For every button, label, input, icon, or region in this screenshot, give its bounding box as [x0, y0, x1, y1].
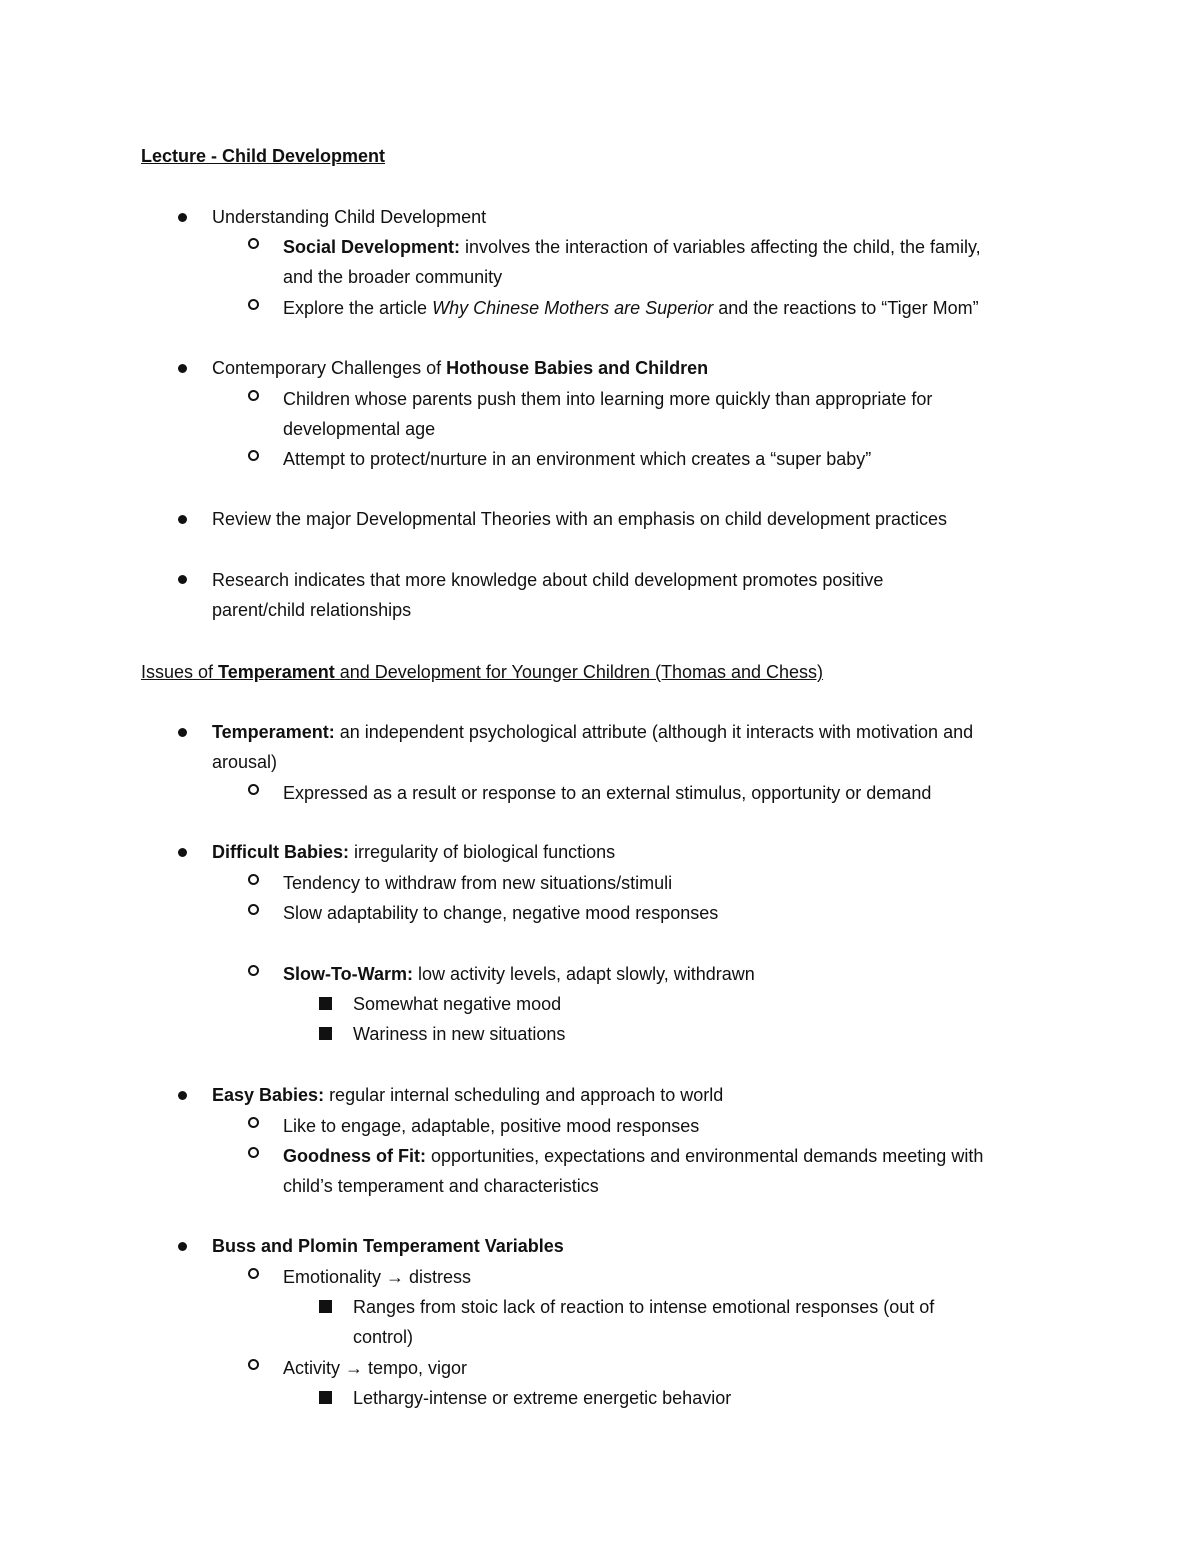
bullet-square	[319, 1300, 332, 1313]
list-item-continuation: arousal)	[212, 752, 278, 772]
list-item: Difficult Babies: irregularity of biological functions	[212, 842, 616, 862]
bullet-dot	[178, 728, 187, 737]
bullet-dot	[178, 364, 187, 373]
list-item: Expressed as a result or response to an external stimulus, opportunity or demand	[283, 783, 932, 803]
list-item: Research indicates that more knowledge about child development promotes positive	[212, 570, 884, 590]
list-item-continuation: parent/child relationships	[212, 600, 412, 620]
list-item: Emotionality → distress	[283, 1267, 472, 1287]
list-item: Temperament: an independent psychological attribute (although it interacts with motivation and	[212, 722, 974, 742]
list-item-continuation: and the broader community	[283, 267, 503, 287]
bullet-square	[319, 997, 332, 1010]
bullet-circle	[248, 1147, 259, 1158]
bullet-circle	[248, 238, 259, 249]
list-item-continuation: developmental age	[283, 419, 436, 439]
bullet-circle	[248, 299, 259, 310]
list-item: Ranges from stoic lack of reaction to intense emotional responses (out of	[353, 1297, 935, 1317]
bullet-circle	[248, 390, 259, 401]
bullet-dot	[178, 575, 187, 584]
bullet-circle	[248, 1268, 259, 1279]
list-item: Somewhat negative mood	[353, 994, 562, 1014]
list-item: Easy Babies: regular internal scheduling and approach to world	[212, 1085, 724, 1105]
bullet-square	[319, 1391, 332, 1404]
list-item: Goodness of Fit: opportunities, expectations and environmental demands meeting with	[283, 1146, 984, 1166]
bullet-circle	[248, 904, 259, 915]
list-item: Tendency to withdraw from new situations/stimuli	[283, 873, 673, 893]
bullet-circle	[248, 1117, 259, 1128]
list-item: Review the major Developmental Theories with an emphasis on child development practices	[212, 509, 948, 529]
list-item: Lethargy-intense or extreme energetic behavior	[353, 1388, 732, 1408]
page-title: Lecture - Child Development	[141, 146, 386, 166]
bullet-circle	[248, 965, 259, 976]
list-item: Contemporary Challenges of Hothouse Babies and Children	[212, 358, 709, 378]
list-item: Activity → tempo, vigor	[283, 1358, 468, 1378]
list-item: Wariness in new situations	[353, 1024, 566, 1044]
list-item: Understanding Child Development	[212, 207, 487, 227]
list-item: Social Development: involves the interaction of variables affecting the child, the family,	[283, 237, 981, 257]
section-heading: Issues of Temperament and Development for Younger Children (Thomas and Chess)	[141, 662, 824, 682]
bullet-dot	[178, 848, 187, 857]
bullet-dot	[178, 1242, 187, 1251]
list-item: Explore the article Why Chinese Mothers are Superior and the reactions to “Tiger Mom”	[283, 298, 979, 318]
list-item: Like to engage, adaptable, positive mood responses	[283, 1116, 700, 1136]
list-item-continuation: control)	[353, 1327, 414, 1347]
list-item: Buss and Plomin Temperament Variables	[212, 1236, 564, 1256]
bullet-dot	[178, 1091, 187, 1100]
list-item: Slow adaptability to change, negative mood responses	[283, 903, 719, 923]
bullet-circle	[248, 450, 259, 461]
bullet-dot	[178, 515, 187, 524]
list-item: Slow-To-Warm: low activity levels, adapt slowly, withdrawn	[283, 964, 755, 984]
bullet-dot	[178, 213, 187, 222]
bullet-circle	[248, 1359, 259, 1370]
list-item: Attempt to protect/nurture in an environment which creates a “super baby”	[283, 449, 872, 469]
bullet-square	[319, 1027, 332, 1040]
bullet-circle	[248, 874, 259, 885]
list-item: Children whose parents push them into learning more quickly than appropriate for	[283, 389, 933, 409]
bullet-circle	[248, 784, 259, 795]
list-item-continuation: child’s temperament and characteristics	[283, 1176, 599, 1196]
